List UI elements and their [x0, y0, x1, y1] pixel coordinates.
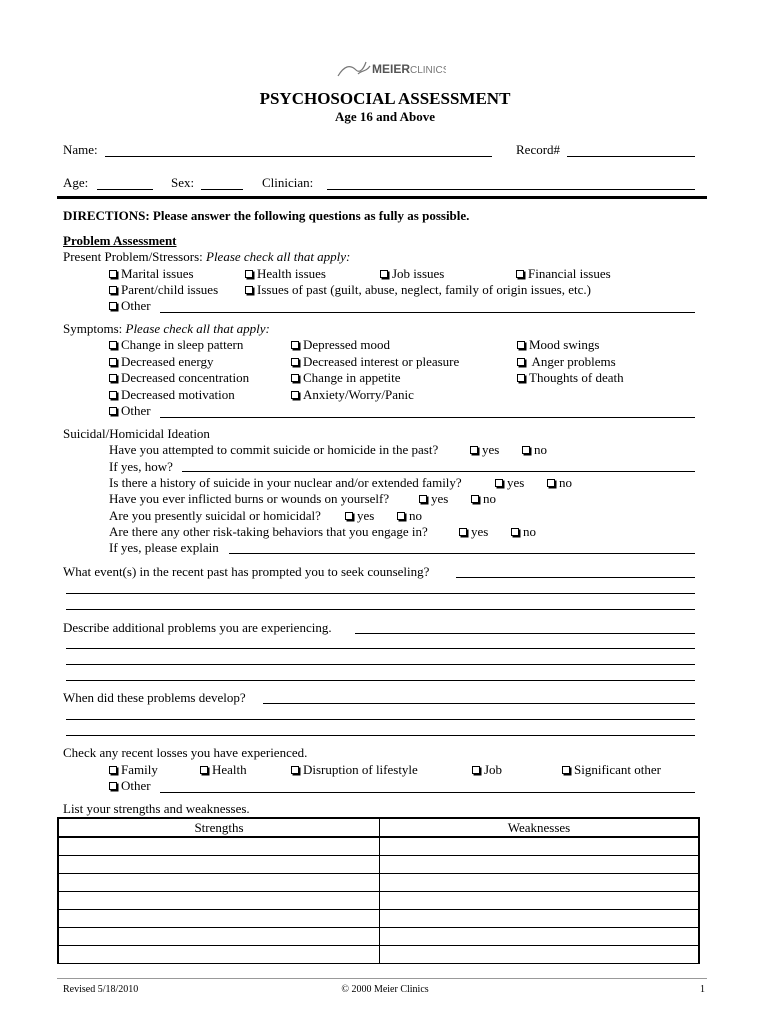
option-financial-issues[interactable]: Financial issues — [516, 266, 611, 282]
checkbox-icon[interactable] — [511, 528, 519, 536]
checkbox-icon[interactable] — [109, 782, 117, 790]
q1-no[interactable]: no — [522, 442, 547, 458]
when-field-line-1[interactable] — [263, 703, 695, 704]
strengths-label: List your strengths and weaknesses. — [63, 801, 250, 816]
checkbox-icon[interactable] — [109, 391, 117, 399]
q3-no[interactable]: no — [471, 491, 496, 507]
suicidal-heading: Suicidal/Homicidal Ideation — [63, 426, 210, 441]
checkbox-icon[interactable] — [291, 766, 299, 774]
option-marital-issues[interactable]: Marital issues — [109, 266, 194, 282]
age-label: Age: — [63, 175, 89, 190]
checkbox-icon[interactable] — [109, 341, 117, 349]
page-title: PSYCHOSOCIAL ASSESSMENT — [259, 89, 511, 108]
suicidal-q1: Have you attempted to commit suicide or homicide in the past? — [109, 442, 439, 457]
weaknesses-column-header: Weaknesses — [380, 818, 700, 837]
when-question: When did these problems develop? — [63, 690, 246, 705]
suicidal-q5-followup: If yes, please explain — [109, 540, 219, 555]
q4-no[interactable]: no — [397, 508, 422, 524]
symptom-mood-swings[interactable]: Mood swings — [517, 337, 599, 353]
events-field-line-3[interactable] — [66, 609, 695, 610]
sex-field[interactable] — [201, 189, 243, 190]
checkbox-icon[interactable] — [109, 302, 117, 310]
meier-clinics-logo — [336, 56, 446, 82]
logo-text-light: CLINICS — [410, 65, 446, 76]
symptom-motivation[interactable]: Decreased motivation — [109, 387, 235, 403]
sex-label: Sex: — [171, 175, 195, 190]
table-row — [58, 856, 699, 874]
weakness-cell[interactable] — [380, 837, 700, 856]
checkbox-icon[interactable] — [472, 766, 480, 774]
option-other-problem[interactable]: Other — [109, 298, 151, 314]
table-row — [58, 928, 699, 946]
strength-cell[interactable] — [58, 892, 380, 910]
checkbox-icon[interactable] — [380, 270, 388, 278]
suicidal-q5: Are there any other risk-taking behaviors that you engage in? — [109, 524, 428, 539]
checkbox-icon[interactable] — [495, 479, 503, 487]
checkbox-icon[interactable] — [109, 766, 117, 774]
checkbox-icon[interactable] — [471, 495, 479, 503]
additional-field-line-3[interactable] — [66, 664, 695, 665]
checkbox-icon[interactable] — [522, 446, 530, 454]
directions: DIRECTIONS: Please answer the following questions as fully as possible. — [63, 208, 470, 223]
footer-copyright: © 2000 Meier Clinics — [341, 984, 429, 995]
checkbox-icon[interactable] — [109, 374, 117, 382]
loss-significant-other[interactable]: Significant other — [562, 762, 661, 778]
q5-explain-field[interactable] — [229, 553, 695, 554]
table-row — [58, 946, 699, 964]
symptom-anger[interactable]: Anger problems — [517, 354, 616, 370]
header-divider — [57, 196, 707, 199]
q4-yes[interactable]: yes — [345, 508, 374, 524]
record-label: Record# — [516, 142, 561, 157]
age-field[interactable] — [97, 189, 153, 190]
symptom-appetite[interactable]: Change in appetite — [291, 370, 400, 386]
symptom-concentration[interactable]: Decreased concentration — [109, 370, 249, 386]
clinician-label: Clinician: — [262, 175, 314, 190]
table-row — [58, 892, 699, 910]
weakness-cell[interactable] — [380, 910, 700, 928]
weakness-cell[interactable] — [380, 946, 700, 964]
present-problem-label: Present Problem/Stressors: Please check all that apply: — [63, 249, 351, 264]
loss-job[interactable]: Job — [472, 762, 502, 778]
strength-cell[interactable] — [58, 928, 380, 946]
footer-page-number: 1 — [700, 984, 705, 995]
q5-yes[interactable]: yes — [459, 524, 488, 540]
additional-field-line-1[interactable] — [355, 633, 695, 634]
symptom-other[interactable]: Other — [109, 403, 151, 419]
strength-cell[interactable] — [58, 874, 380, 892]
other-problem-field[interactable] — [160, 312, 695, 313]
weakness-cell[interactable] — [380, 892, 700, 910]
strength-cell[interactable] — [58, 837, 380, 856]
checkbox-icon[interactable] — [345, 512, 353, 520]
strengths-column-header: Strengths — [58, 818, 380, 837]
checkbox-icon[interactable] — [200, 766, 208, 774]
loss-other[interactable]: Other — [109, 778, 151, 794]
clinician-field[interactable] — [327, 189, 695, 190]
symptoms-label: Symptoms: Please check all that apply: — [63, 321, 270, 336]
weakness-cell[interactable] — [380, 856, 700, 874]
checkbox-icon[interactable] — [397, 512, 405, 520]
table-row — [58, 910, 699, 928]
checkbox-icon[interactable] — [291, 374, 299, 382]
when-field-line-3[interactable] — [66, 735, 695, 736]
checkbox-icon[interactable] — [516, 270, 524, 278]
strength-cell[interactable] — [58, 946, 380, 964]
suicidal-q3: Have you ever inflicted burns or wounds on yourself? — [109, 491, 390, 506]
name-field[interactable] — [105, 156, 492, 157]
q2-yes[interactable]: yes — [495, 475, 524, 491]
checkbox-icon[interactable] — [109, 286, 117, 294]
symptom-depressed-mood[interactable]: Depressed mood — [291, 337, 390, 353]
footer-divider — [57, 978, 707, 979]
checkbox-icon[interactable] — [109, 270, 117, 278]
checkbox-icon[interactable] — [109, 358, 117, 366]
option-parent-child-issues[interactable]: Parent/child issues — [109, 282, 218, 298]
losses-label: Check any recent losses you have experienced. — [63, 745, 308, 760]
suicidal-q4: Are you presently suicidal or homicidal? — [109, 508, 321, 523]
checkbox-icon[interactable] — [245, 270, 253, 278]
checkbox-icon[interactable] — [245, 286, 253, 294]
checkbox-icon[interactable] — [517, 358, 525, 366]
weakness-cell[interactable] — [380, 928, 700, 946]
name-label: Name: — [63, 142, 98, 157]
checkbox-icon[interactable] — [419, 495, 427, 503]
symptom-anxiety[interactable]: Anxiety/Worry/Panic — [291, 387, 414, 403]
table-row — [58, 837, 699, 856]
checkbox-icon[interactable] — [517, 341, 525, 349]
symptom-thoughts-death[interactable]: Thoughts of death — [517, 370, 624, 386]
events-field-line-2[interactable] — [66, 593, 695, 594]
checkbox-icon[interactable] — [291, 341, 299, 349]
events-question: What event(s) in the recent past has prompted you to seek counseling? — [63, 564, 430, 579]
checkbox-icon[interactable] — [470, 446, 478, 454]
suicidal-q2: Is there a history of suicide in your nuclear and/or extended family? — [109, 475, 462, 490]
symptom-sleep[interactable]: Change in sleep pattern — [109, 337, 243, 353]
strength-cell[interactable] — [58, 910, 380, 928]
additional-field-line-2[interactable] — [66, 648, 695, 649]
loss-other-field[interactable] — [160, 792, 695, 793]
option-job-issues[interactable]: Job issues — [380, 266, 444, 282]
symptom-energy[interactable]: Decreased energy — [109, 354, 214, 370]
q2-no[interactable]: no — [547, 475, 572, 491]
q3-yes[interactable]: yes — [419, 491, 448, 507]
record-field[interactable] — [567, 156, 695, 157]
q5-no[interactable]: no — [511, 524, 536, 540]
checkbox-icon[interactable] — [562, 766, 570, 774]
option-issues-of-past[interactable]: Issues of past (guilt, abuse, neglect, family of origin issues, etc.) — [245, 282, 591, 298]
checkbox-icon[interactable] — [291, 391, 299, 399]
checkbox-icon[interactable] — [291, 358, 299, 366]
option-health-issues[interactable]: Health issues — [245, 266, 326, 282]
symptom-interest[interactable]: Decreased interest or pleasure — [291, 354, 459, 370]
checkbox-icon[interactable] — [459, 528, 467, 536]
additional-field-line-4[interactable] — [66, 680, 695, 681]
suicidal-q1-followup: If yes, how? — [109, 459, 173, 474]
table-row — [58, 874, 699, 892]
loss-family[interactable]: Family — [109, 762, 158, 778]
page-subtitle: Age 16 and Above — [334, 109, 436, 124]
checkbox-icon[interactable] — [109, 407, 117, 415]
problem-assessment-heading: Problem Assessment — [63, 233, 177, 248]
when-field-line-2[interactable] — [66, 719, 695, 720]
checkbox-icon[interactable] — [547, 479, 555, 487]
weakness-cell[interactable] — [380, 874, 700, 892]
additional-problems-question: Describe additional problems you are experiencing. — [63, 620, 332, 635]
other-symptom-field[interactable] — [160, 417, 695, 418]
checkbox-icon[interactable] — [517, 374, 525, 382]
footer-revised: Revised 5/18/2010 — [63, 984, 139, 995]
loss-lifestyle[interactable]: Disruption of lifestyle — [291, 762, 418, 778]
strengths-weaknesses-table — [57, 817, 700, 964]
loss-health[interactable]: Health — [200, 762, 247, 778]
strength-cell[interactable] — [58, 856, 380, 874]
events-field-line-1[interactable] — [456, 577, 695, 578]
logo-text-bold: MEIER — [372, 62, 411, 76]
q1-how-field[interactable] — [182, 471, 695, 472]
table-header-row — [58, 818, 699, 837]
q1-yes[interactable]: yes — [470, 442, 499, 458]
